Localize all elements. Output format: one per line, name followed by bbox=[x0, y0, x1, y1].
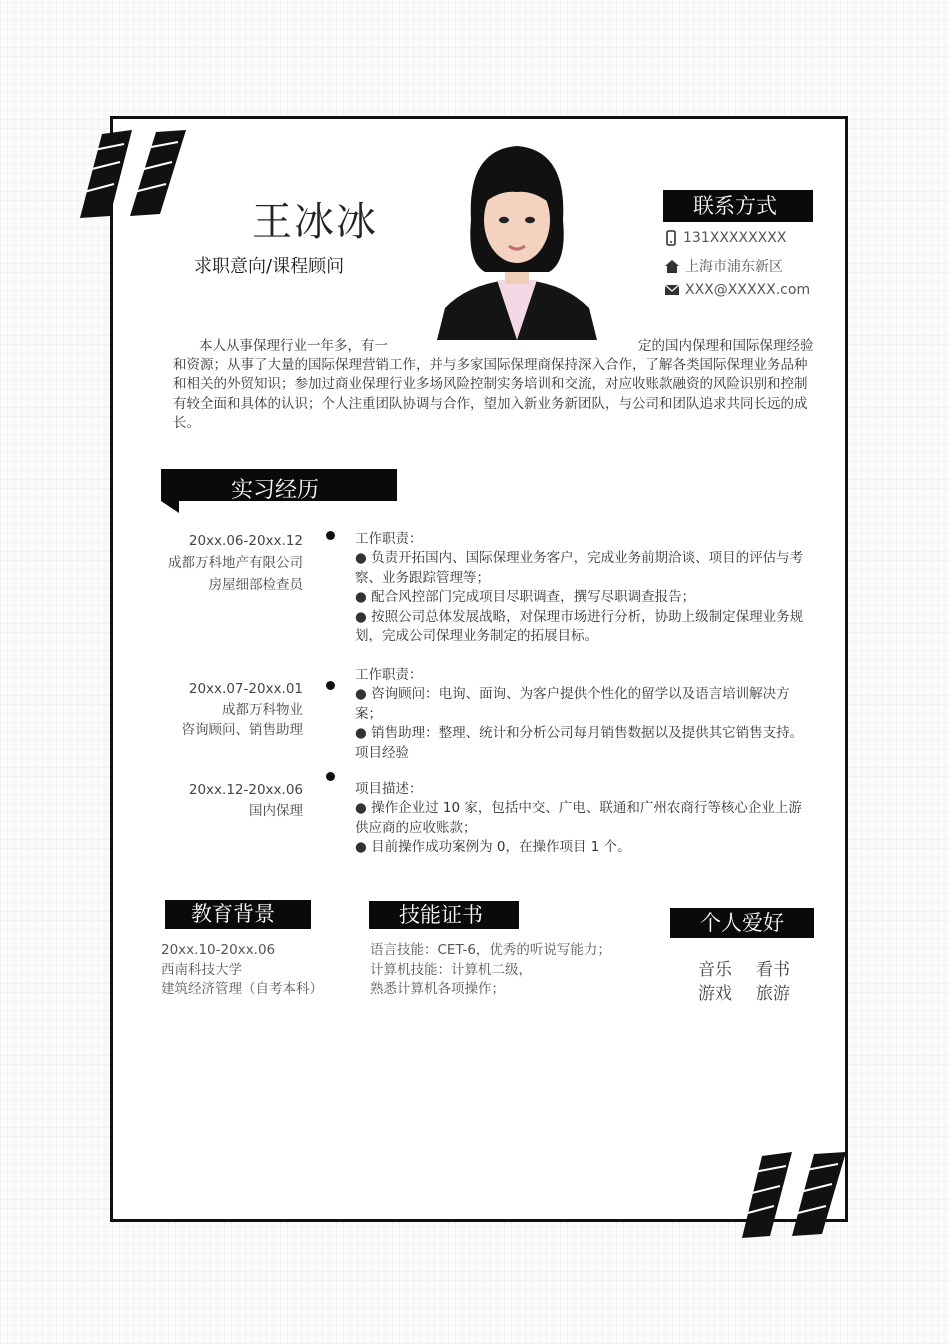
timeline-dot bbox=[326, 531, 335, 540]
candidate-name: 王冰冰 bbox=[252, 199, 378, 245]
heading-accent bbox=[161, 900, 165, 929]
home-icon bbox=[664, 258, 680, 274]
exp-meta-2: 20xx.07-20xx.01 成都万科物业 咨询顾问、销售助理 bbox=[181, 681, 303, 738]
hobby-item: 旅游 bbox=[756, 984, 790, 1004]
hobby-item: 音乐 bbox=[698, 960, 732, 980]
profile-photo bbox=[437, 140, 597, 340]
phone-icon bbox=[664, 230, 678, 246]
contact-email: XXX@XXXXX.com bbox=[664, 282, 810, 298]
hobby-item: 游戏 bbox=[698, 984, 732, 1004]
contact-address: 上海市浦东新区 bbox=[664, 256, 783, 276]
personal-summary: 本人从事保理行业一年多，有一 定的国内保理和国际保理经验和资源；从事了大量的国际保理营销工作，并与多家国际保理商保持深入合作，了解各类国际保理业务品种和相关的外贸知识；参加过商业保理行业多场风险控制实务培训和交流，对应收账款融资的风险识别和控制有较全面和具体的认识；个人注重团队协调与合作，望加入新业务新团队，与公司和团队追求共同长远的成长。 bbox=[173, 338, 814, 431]
contact-phone: 131XXXXXXXX bbox=[664, 230, 786, 246]
timeline-dot bbox=[326, 772, 335, 781]
mail-icon bbox=[664, 283, 680, 297]
hobbies-heading: 个人爱好 bbox=[670, 908, 814, 938]
education-details: 20xx.10-20xx.06 西南科技大学 建筑经济管理（自考本科） bbox=[161, 942, 323, 997]
job-objective: 求职意向/课程顾问 bbox=[194, 256, 345, 277]
quote-mark-top-icon bbox=[80, 130, 190, 220]
timeline-dot bbox=[326, 681, 335, 690]
exp-detail-3: 项目描述： ● 操作企业过 10 家，包括中交、广电、联通和广州农商行等核心企业上游供应商的应收账款； ● 目前操作成功案例为 0，在操作项目 1 个。 bbox=[355, 781, 802, 856]
exp-meta-1: 20xx.06-20xx.12 成都万科地产有限公司 房屋细部检查员 bbox=[168, 533, 303, 593]
exp-detail-1: 工作职责： ● 负责开拓国内、国际保理业务客户，完成业务前期洽谈、项目的评估与考察、业务跟踪管理等； ● 配合风控部门完成项目尽职调查，撰写尽职调查报告； ● 按照公司总体发展战略，对保理市场进行分析，协助上级制定保理业务规划，完成公司保理业务制定的拓展目标。 bbox=[355, 531, 804, 645]
quote-mark-bottom-icon bbox=[742, 1152, 848, 1240]
exp-meta-3: 20xx.12-20xx.06 国内保理 bbox=[188, 782, 303, 819]
heading-fold-icon bbox=[161, 501, 179, 513]
skills-heading: 技能证书 bbox=[369, 901, 519, 929]
experience-heading: 实习经历 bbox=[161, 469, 397, 501]
hobby-item: 看书 bbox=[756, 960, 790, 980]
skills-details: 语言技能：CET-6，优秀的听说写能力； 计算机技能：计算机二级， 熟悉计算机各项操作； bbox=[370, 942, 611, 997]
contact-heading: 联系方式 bbox=[663, 190, 813, 222]
exp-detail-2: 工作职责： ● 咨询顾问：电询、面询、为客户提供个性化的留学以及语言培训解决方案； ● 销售助理：整理、统计和分析公司每月销售数据以及提供其它销售支持。 项目经验 bbox=[355, 667, 804, 761]
education-heading: 教育背景 bbox=[161, 900, 311, 929]
